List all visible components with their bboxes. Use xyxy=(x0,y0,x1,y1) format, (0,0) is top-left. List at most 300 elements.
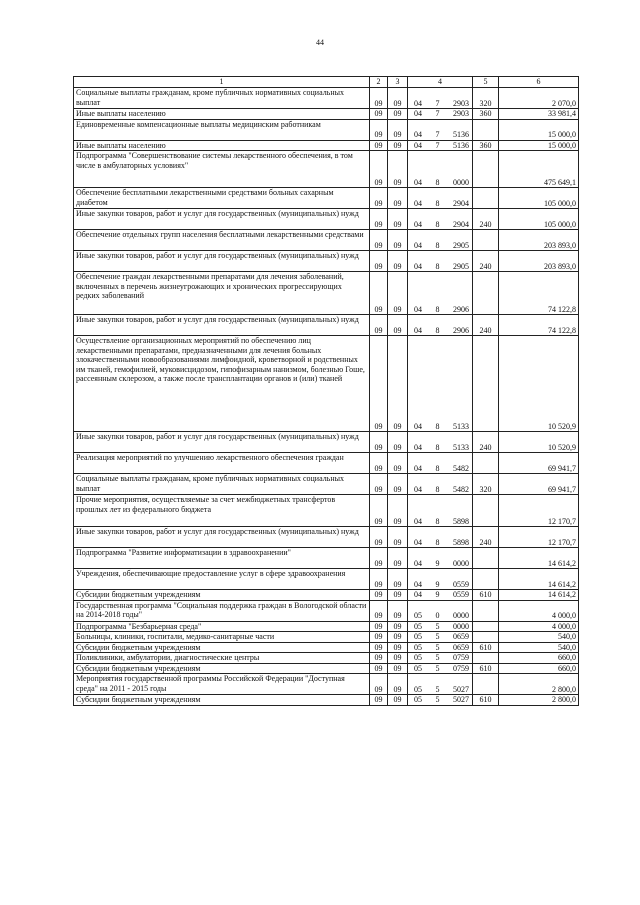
subprogram-code: 8 xyxy=(435,177,440,187)
row-name xyxy=(74,272,370,315)
row-name xyxy=(74,151,370,188)
cell-c2: 09 xyxy=(370,151,388,188)
cell-c2: 09 xyxy=(370,548,388,569)
program-code: 04 xyxy=(414,109,422,118)
table-row xyxy=(74,209,579,230)
cell-c3: 09 xyxy=(388,230,408,251)
subprogram-code: 7 xyxy=(435,130,440,139)
subprogram-code: 8 xyxy=(435,463,440,473)
table-row xyxy=(74,251,579,272)
cell-c3: 09 xyxy=(388,251,408,272)
program-code: 04 xyxy=(414,177,422,187)
expense-code: 0559 xyxy=(453,579,469,589)
cell-c3: 09 xyxy=(388,188,408,209)
cell-expense-type xyxy=(473,151,499,188)
row-name-text: Мероприятия государственной программы Российской Федерации "Доступная среда" на 2011 - 2015 годы xyxy=(76,674,345,693)
cell-c3: 09 xyxy=(388,140,408,151)
program-code: 04 xyxy=(414,325,422,335)
cell-expense-type: 610 xyxy=(473,695,499,706)
subprogram-code: 8 xyxy=(435,325,440,335)
table-row xyxy=(74,674,579,695)
table-row xyxy=(74,548,579,569)
subprogram-code: 8 xyxy=(435,219,440,229)
cell-amount: 33 981,4 xyxy=(499,109,579,120)
cell-target-code xyxy=(408,336,473,432)
subprogram-code: 8 xyxy=(435,198,440,208)
expense-code: 5027 xyxy=(453,684,469,694)
program-code: 05 xyxy=(414,611,422,620)
cell-amount: 475 649,1 xyxy=(499,151,579,188)
cell-target-code xyxy=(408,527,473,548)
cell-c3: 09 xyxy=(388,695,408,706)
cell-expense-type xyxy=(473,674,499,695)
cell-expense-type: 610 xyxy=(473,642,499,653)
cell-expense-type: 240 xyxy=(473,432,499,453)
cell-amount: 2 800,0 xyxy=(499,674,579,695)
program-code: 05 xyxy=(414,632,422,641)
cell-c3: 09 xyxy=(388,527,408,548)
table-row xyxy=(74,272,579,315)
row-name xyxy=(74,642,370,653)
cell-expense-type xyxy=(473,453,499,474)
expense-code: 2906 xyxy=(453,304,469,314)
row-name xyxy=(74,663,370,674)
cell-c2: 09 xyxy=(370,621,388,632)
expense-code: 5133 xyxy=(453,421,469,431)
row-name-text: Иные выплаты населению xyxy=(76,140,166,150)
expense-code: 2903 xyxy=(453,109,469,118)
row-name-text: Поликлиники, амбулатории, диагностические центры xyxy=(76,653,260,662)
expense-code: 2906 xyxy=(453,325,469,335)
subprogram-code: 8 xyxy=(435,421,440,431)
row-name-text: Субсидии бюджетным учреждениям xyxy=(76,590,201,599)
expense-code: 2904 xyxy=(453,219,469,229)
cell-c2: 09 xyxy=(370,88,388,109)
cell-c2: 09 xyxy=(370,632,388,643)
cell-expense-type: 360 xyxy=(473,140,499,151)
row-name xyxy=(74,453,370,474)
cell-amount: 10 520,9 xyxy=(499,336,579,432)
cell-expense-type: 240 xyxy=(473,315,499,336)
cell-c2: 09 xyxy=(370,209,388,230)
table-row xyxy=(74,151,579,188)
program-code: 04 xyxy=(414,590,422,599)
row-name xyxy=(74,315,370,336)
expense-code: 5136 xyxy=(453,130,469,139)
cell-target-code xyxy=(408,663,473,674)
cell-amount: 10 520,9 xyxy=(499,432,579,453)
expense-code: 0559 xyxy=(453,590,469,599)
program-code: 05 xyxy=(414,684,422,694)
cell-target-code xyxy=(408,188,473,209)
cell-expense-type xyxy=(473,621,499,632)
cell-c2: 09 xyxy=(370,590,388,601)
subprogram-code: 8 xyxy=(435,537,440,547)
program-code: 04 xyxy=(414,484,422,494)
expense-code: 5898 xyxy=(453,516,469,526)
program-code: 05 xyxy=(414,663,422,673)
subprogram-code: 5 xyxy=(435,684,440,694)
row-name-text: Иные закупки товаров, работ и услуг для государственных (муниципальных) нужд xyxy=(76,209,359,218)
row-name-text: Иные закупки товаров, работ и услуг для государственных (муниципальных) нужд xyxy=(76,251,359,260)
column-header: 1 xyxy=(74,77,370,88)
cell-c2: 09 xyxy=(370,315,388,336)
subprogram-code: 8 xyxy=(435,484,440,494)
cell-amount: 660,0 xyxy=(499,663,579,674)
cell-target-code xyxy=(408,315,473,336)
cell-target-code xyxy=(408,600,473,621)
cell-c2: 09 xyxy=(370,695,388,706)
cell-expense-type: 240 xyxy=(473,527,499,548)
row-name xyxy=(74,474,370,495)
table-row xyxy=(74,527,579,548)
table-row xyxy=(74,119,579,140)
row-name-text: Социальные выплаты гражданам, кроме публичных нормативных социальных выплат xyxy=(76,88,344,107)
program-code: 04 xyxy=(414,442,422,452)
cell-expense-type: 610 xyxy=(473,590,499,601)
row-name-text: Обеспечение отдельных групп населения бесплатными лекарственными средствами xyxy=(76,230,364,239)
row-name xyxy=(74,600,370,621)
cell-target-code xyxy=(408,695,473,706)
cell-target-code xyxy=(408,109,473,120)
cell-c3: 09 xyxy=(388,642,408,653)
subprogram-code: 8 xyxy=(435,442,440,452)
row-name xyxy=(74,621,370,632)
cell-c2: 09 xyxy=(370,119,388,140)
cell-target-code xyxy=(408,474,473,495)
cell-amount: 15 000,0 xyxy=(499,140,579,151)
expense-code: 2905 xyxy=(453,240,469,250)
table-row xyxy=(74,315,579,336)
expense-code: 0659 xyxy=(453,642,469,652)
cell-c2: 09 xyxy=(370,453,388,474)
cell-target-code xyxy=(408,453,473,474)
row-name xyxy=(74,119,370,140)
table-row xyxy=(74,663,579,674)
cell-c3: 09 xyxy=(388,663,408,674)
expense-code: 5027 xyxy=(453,695,469,704)
expense-code: 0000 xyxy=(453,177,469,187)
program-code: 04 xyxy=(414,98,422,108)
program-code: 04 xyxy=(414,421,422,431)
row-name xyxy=(74,230,370,251)
cell-c3: 09 xyxy=(388,590,408,601)
table-row xyxy=(74,653,579,664)
program-code: 04 xyxy=(414,219,422,229)
cell-target-code xyxy=(408,209,473,230)
cell-target-code xyxy=(408,151,473,188)
row-name xyxy=(74,495,370,527)
expense-code: 5482 xyxy=(453,463,469,473)
cell-amount: 69 941,7 xyxy=(499,453,579,474)
subprogram-code: 9 xyxy=(435,579,440,589)
cell-amount: 14 614,2 xyxy=(499,590,579,601)
cell-c3: 09 xyxy=(388,272,408,315)
table-row xyxy=(74,140,579,151)
cell-target-code xyxy=(408,251,473,272)
row-name-text: Обеспечение бесплатными лекарственными средствами больных сахарным диабетом xyxy=(76,188,334,207)
row-name-text: Иные закупки товаров, работ и услуг для государственных (муниципальных) нужд xyxy=(76,432,359,441)
cell-expense-type: 360 xyxy=(473,109,499,120)
cell-c2: 09 xyxy=(370,432,388,453)
subprogram-code: 7 xyxy=(435,109,440,118)
cell-amount: 14 614,2 xyxy=(499,569,579,590)
cell-target-code xyxy=(408,230,473,251)
cell-target-code xyxy=(408,674,473,695)
cell-c3: 09 xyxy=(388,600,408,621)
cell-expense-type xyxy=(473,569,499,590)
cell-c3: 09 xyxy=(388,474,408,495)
subprogram-code: 5 xyxy=(435,632,440,641)
row-name xyxy=(74,88,370,109)
row-name-text: Субсидии бюджетным учреждениям xyxy=(76,695,201,704)
row-name-text: Иные закупки товаров, работ и услуг для государственных (муниципальных) нужд xyxy=(76,527,359,536)
expense-code: 0659 xyxy=(453,632,469,641)
cell-c2: 09 xyxy=(370,569,388,590)
cell-c3: 09 xyxy=(388,621,408,632)
table-row xyxy=(74,188,579,209)
row-name-text: Государственная программа "Социальная поддержка граждан в Вологодской области на 2014-2018 годы" xyxy=(76,600,367,619)
cell-c3: 09 xyxy=(388,495,408,527)
table-row xyxy=(74,336,579,432)
table-row xyxy=(74,600,579,621)
cell-c3: 09 xyxy=(388,151,408,188)
table-header-row xyxy=(74,77,579,88)
cell-expense-type xyxy=(473,548,499,569)
cell-target-code xyxy=(408,495,473,527)
column-header: 4 xyxy=(408,77,473,88)
cell-expense-type xyxy=(473,653,499,664)
row-name-text: Подпрограмма "Безбарьерная среда" xyxy=(76,621,202,631)
cell-expense-type xyxy=(473,632,499,643)
row-name-text: Субсидии бюджетным учреждениям xyxy=(76,663,201,673)
budget-table xyxy=(73,76,579,706)
program-code: 05 xyxy=(414,621,422,631)
cell-amount: 660,0 xyxy=(499,653,579,664)
cell-target-code xyxy=(408,590,473,601)
cell-target-code xyxy=(408,272,473,315)
table-row xyxy=(74,495,579,527)
subprogram-code: 5 xyxy=(435,621,440,631)
cell-c3: 09 xyxy=(388,109,408,120)
cell-amount: 203 893,0 xyxy=(499,230,579,251)
expense-code: 5482 xyxy=(453,484,469,494)
subprogram-code: 7 xyxy=(435,98,440,108)
row-name-text: Прочие мероприятия, осуществляемые за счет межбюджетных трансфертов прошлых лет из федерального бюджета xyxy=(76,495,336,514)
row-name xyxy=(74,674,370,695)
cell-c3: 09 xyxy=(388,336,408,432)
row-name-text: Социальные выплаты гражданам, кроме публичных нормативных социальных выплат xyxy=(76,474,344,493)
row-name xyxy=(74,432,370,453)
row-name-text: Субсидии бюджетным учреждениям xyxy=(76,642,201,652)
row-name xyxy=(74,590,370,601)
cell-expense-type: 240 xyxy=(473,209,499,230)
expense-code: 0759 xyxy=(453,663,469,673)
program-code: 04 xyxy=(414,304,422,314)
cell-c2: 09 xyxy=(370,336,388,432)
cell-c2: 09 xyxy=(370,140,388,151)
cell-expense-type xyxy=(473,272,499,315)
cell-c3: 09 xyxy=(388,432,408,453)
cell-c2: 09 xyxy=(370,474,388,495)
program-code: 04 xyxy=(414,558,422,568)
row-name-text: Учреждения, обеспечивающие предоставление услуг в сфере здравоохранения xyxy=(76,569,346,578)
table-row xyxy=(74,642,579,653)
row-name-text: Единовременные компенсационные выплаты медицинским работникам xyxy=(76,119,321,129)
row-name xyxy=(74,695,370,706)
cell-amount: 2 070,0 xyxy=(499,88,579,109)
page-number: 44 xyxy=(316,38,324,47)
table-row xyxy=(74,621,579,632)
cell-target-code xyxy=(408,642,473,653)
row-name-text: Подпрограмма "Совершенствование системы лекарственного обеспечения, в том числе в амбулаторных условиях" xyxy=(76,151,353,170)
cell-target-code xyxy=(408,88,473,109)
cell-amount: 12 170,7 xyxy=(499,495,579,527)
program-code: 04 xyxy=(414,261,422,271)
cell-c3: 09 xyxy=(388,119,408,140)
subprogram-code: 0 xyxy=(435,611,440,620)
cell-c2: 09 xyxy=(370,230,388,251)
cell-amount: 540,0 xyxy=(499,632,579,643)
cell-c2: 09 xyxy=(370,674,388,695)
table-row xyxy=(74,432,579,453)
cell-target-code xyxy=(408,653,473,664)
cell-c3: 09 xyxy=(388,88,408,109)
cell-c2: 09 xyxy=(370,653,388,664)
row-name xyxy=(74,653,370,664)
cell-amount: 4 000,0 xyxy=(499,600,579,621)
cell-c3: 09 xyxy=(388,632,408,643)
cell-amount: 105 000,0 xyxy=(499,209,579,230)
cell-amount: 4 000,0 xyxy=(499,621,579,632)
cell-expense-type: 320 xyxy=(473,88,499,109)
cell-c2: 09 xyxy=(370,109,388,120)
cell-amount: 540,0 xyxy=(499,642,579,653)
cell-c2: 09 xyxy=(370,251,388,272)
expense-code: 5898 xyxy=(453,537,469,547)
row-name-text: Реализация мероприятий по улучшению лекарственного обеспечения граждан xyxy=(76,453,344,462)
table-row xyxy=(74,474,579,495)
row-name xyxy=(74,188,370,209)
subprogram-code: 5 xyxy=(435,653,440,662)
cell-c3: 09 xyxy=(388,569,408,590)
expense-code: 5136 xyxy=(453,140,469,150)
cell-target-code xyxy=(408,621,473,632)
cell-target-code xyxy=(408,119,473,140)
program-code: 05 xyxy=(414,642,422,652)
program-code: 04 xyxy=(414,579,422,589)
cell-amount: 69 941,7 xyxy=(499,474,579,495)
subprogram-code: 9 xyxy=(435,590,440,599)
cell-c3: 09 xyxy=(388,653,408,664)
cell-c3: 09 xyxy=(388,315,408,336)
cell-c3: 09 xyxy=(388,209,408,230)
cell-c2: 09 xyxy=(370,527,388,548)
table-row xyxy=(74,590,579,601)
cell-expense-type xyxy=(473,188,499,209)
cell-amount: 12 170,7 xyxy=(499,527,579,548)
expense-code: 0759 xyxy=(453,653,469,662)
expense-code: 5133 xyxy=(453,442,469,452)
cell-target-code xyxy=(408,548,473,569)
subprogram-code: 5 xyxy=(435,695,440,704)
subprogram-code: 8 xyxy=(435,516,440,526)
cell-target-code xyxy=(408,632,473,643)
table-row xyxy=(74,230,579,251)
table-row xyxy=(74,632,579,643)
cell-c3: 09 xyxy=(388,548,408,569)
cell-amount: 15 000,0 xyxy=(499,119,579,140)
row-name-text: Больницы, клиники, госпитали, медико-санитарные части xyxy=(76,632,275,641)
cell-amount: 203 893,0 xyxy=(499,251,579,272)
subprogram-code: 5 xyxy=(435,642,440,652)
cell-expense-type: 610 xyxy=(473,663,499,674)
column-header: 6 xyxy=(499,77,579,88)
column-header: 5 xyxy=(473,77,499,88)
table-row xyxy=(74,569,579,590)
row-name-text: Осуществление организационных мероприятий по обеспечению лиц лекарственными препаратами, предназначенными для лечения больных злокачественными новообразованиями лимфоидной, кроветворной и родственных им тканей, гемофилией, муковисцидозом, гипофизарным нанизмом, болезнью Гоше, рассеянным склерозом, а также после трансплантации органов и (или) тканей xyxy=(76,336,365,383)
subprogram-code: 8 xyxy=(435,261,440,271)
cell-expense-type xyxy=(473,336,499,432)
subprogram-code: 9 xyxy=(435,558,440,568)
program-code: 04 xyxy=(414,140,422,150)
cell-amount: 74 122,8 xyxy=(499,272,579,315)
cell-amount: 14 614,2 xyxy=(499,548,579,569)
cell-c3: 09 xyxy=(388,674,408,695)
row-name xyxy=(74,109,370,120)
row-name-text: Иные закупки товаров, работ и услуг для государственных (муниципальных) нужд xyxy=(76,315,359,324)
row-name xyxy=(74,527,370,548)
row-name xyxy=(74,632,370,643)
subprogram-code: 7 xyxy=(435,140,440,150)
row-name-text: Иные выплаты населению xyxy=(76,109,166,118)
subprogram-code: 8 xyxy=(435,240,440,250)
cell-amount: 105 000,0 xyxy=(499,188,579,209)
program-code: 05 xyxy=(414,653,422,662)
cell-amount: 74 122,8 xyxy=(499,315,579,336)
cell-c2: 09 xyxy=(370,272,388,315)
table-row xyxy=(74,453,579,474)
cell-c2: 09 xyxy=(370,642,388,653)
cell-c2: 09 xyxy=(370,188,388,209)
table-row xyxy=(74,695,579,706)
program-code: 04 xyxy=(414,537,422,547)
expense-code: 2904 xyxy=(453,198,469,208)
expense-code: 2905 xyxy=(453,261,469,271)
program-code: 04 xyxy=(414,516,422,526)
cell-target-code xyxy=(408,432,473,453)
expense-code: 0000 xyxy=(453,621,469,631)
cell-c3: 09 xyxy=(388,453,408,474)
program-code: 05 xyxy=(414,695,422,704)
cell-expense-type xyxy=(473,230,499,251)
program-code: 04 xyxy=(414,240,422,250)
row-name xyxy=(74,140,370,151)
cell-expense-type xyxy=(473,495,499,527)
cell-c2: 09 xyxy=(370,663,388,674)
cell-expense-type: 320 xyxy=(473,474,499,495)
cell-expense-type: 240 xyxy=(473,251,499,272)
cell-expense-type xyxy=(473,600,499,621)
subprogram-code: 8 xyxy=(435,304,440,314)
cell-c2: 09 xyxy=(370,600,388,621)
program-code: 04 xyxy=(414,463,422,473)
column-header: 3 xyxy=(388,77,408,88)
expense-code: 0000 xyxy=(453,558,469,568)
subprogram-code: 5 xyxy=(435,663,440,673)
program-code: 04 xyxy=(414,130,422,139)
cell-c2: 09 xyxy=(370,495,388,527)
